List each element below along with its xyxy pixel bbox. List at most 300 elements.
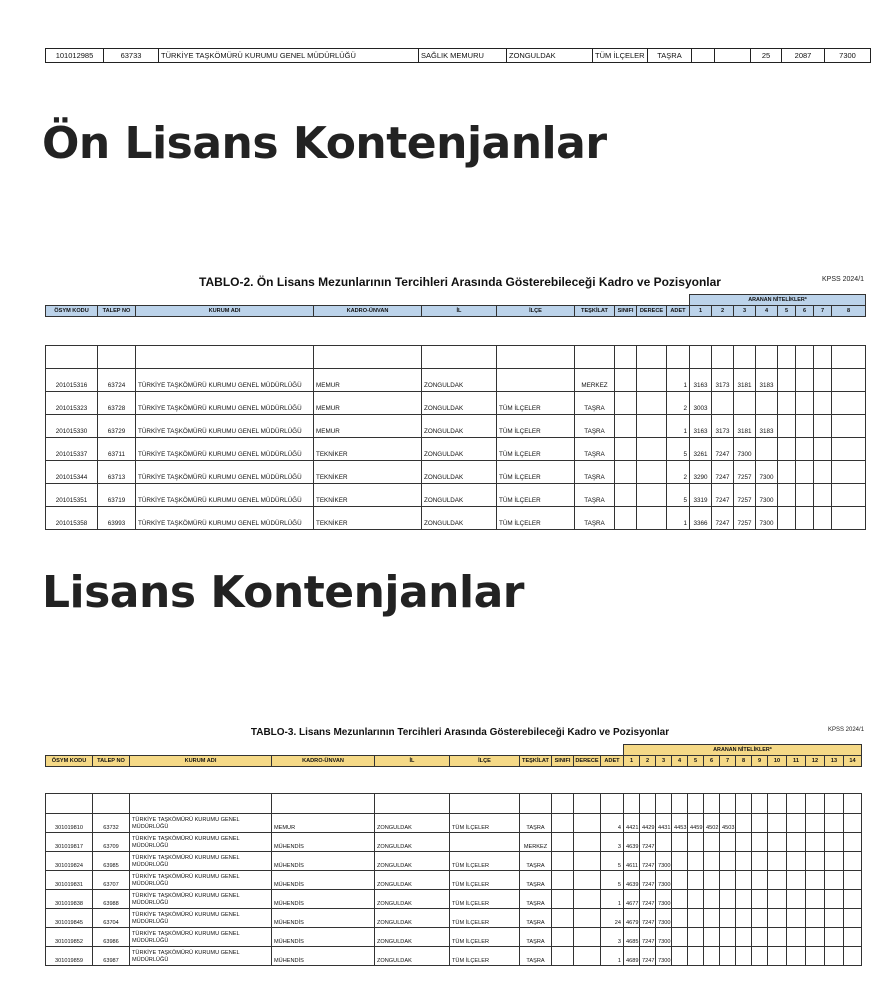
table-cell: 63986 bbox=[93, 928, 130, 947]
table-cell: TÜRKİYE TAŞKÖMÜRÜ KURUMU GENEL MÜDÜRLÜĞÜ bbox=[130, 890, 272, 909]
table-cell: TEKNİKER bbox=[314, 484, 422, 507]
table-cell: 3290 bbox=[690, 461, 712, 484]
table-cell: TAŞRA bbox=[575, 415, 615, 438]
table-cell bbox=[450, 833, 520, 852]
table-cell bbox=[832, 461, 866, 484]
table-cell: ZONGULDAK bbox=[422, 392, 497, 415]
table-cell: TEKNİKER bbox=[314, 461, 422, 484]
table-cell: ZONGULDAK bbox=[375, 852, 450, 871]
table-cell: TAŞRA bbox=[520, 814, 552, 833]
table-cell bbox=[778, 461, 796, 484]
table-cell bbox=[736, 909, 752, 928]
table-cell bbox=[615, 392, 637, 415]
table-cell bbox=[778, 438, 796, 461]
col-header: TALEP NO bbox=[93, 756, 130, 767]
cell: 25 bbox=[751, 49, 782, 63]
table-cell bbox=[768, 814, 787, 833]
table-cell: 7300 bbox=[656, 852, 672, 871]
table-cell: 7300 bbox=[756, 507, 778, 530]
table-cell bbox=[574, 871, 601, 890]
table-cell: 7300 bbox=[756, 484, 778, 507]
table-cell: ZONGULDAK bbox=[375, 871, 450, 890]
table-cell: 3 bbox=[601, 928, 624, 947]
table-cell bbox=[806, 871, 825, 890]
table-cell bbox=[832, 507, 866, 530]
table-cell bbox=[704, 928, 720, 947]
table-cell bbox=[736, 852, 752, 871]
table-cell bbox=[825, 814, 844, 833]
table-cell bbox=[814, 507, 832, 530]
table-cell: TÜRKİYE TAŞKÖMÜRÜ KURUMU GENEL MÜDÜRLÜĞÜ bbox=[130, 833, 272, 852]
table-cell bbox=[844, 852, 862, 871]
table-cell bbox=[825, 890, 844, 909]
table-cell: 1 bbox=[601, 947, 624, 966]
table-cell bbox=[688, 852, 704, 871]
col-header: İLÇE bbox=[497, 306, 575, 317]
table-cell bbox=[574, 947, 601, 966]
table-cell bbox=[768, 928, 787, 947]
table-row bbox=[46, 484, 866, 507]
table-cell: 2 bbox=[667, 392, 690, 415]
table-cell bbox=[688, 947, 704, 966]
table-cell: 3319 bbox=[690, 484, 712, 507]
table-cell bbox=[768, 909, 787, 928]
col-header: 6 bbox=[796, 306, 814, 317]
table3-header bbox=[45, 744, 862, 767]
table-cell: 4679 bbox=[624, 909, 640, 928]
table-cell: 63713 bbox=[98, 461, 136, 484]
table-cell bbox=[752, 814, 768, 833]
table-cell: 301019838 bbox=[46, 890, 93, 909]
table-cell bbox=[844, 890, 862, 909]
table-cell bbox=[787, 947, 806, 966]
table-cell: TÜM İLÇELER bbox=[497, 461, 575, 484]
table-cell: TÜM İLÇELER bbox=[450, 852, 520, 871]
table-cell bbox=[552, 890, 574, 909]
table3-group-header: ARANAN NİTELİKLER* bbox=[624, 745, 862, 756]
col-header: SINIFI bbox=[552, 756, 574, 767]
table-cell bbox=[844, 833, 862, 852]
table-cell bbox=[778, 369, 796, 392]
table-cell bbox=[704, 947, 720, 966]
table-cell: 1 bbox=[667, 507, 690, 530]
col-header: 8 bbox=[736, 756, 752, 767]
table-cell: 301019845 bbox=[46, 909, 93, 928]
table-cell: ZONGULDAK bbox=[375, 947, 450, 966]
table-cell: TÜRKİYE TAŞKÖMÜRÜ KURUMU GENEL MÜDÜRLÜĞÜ bbox=[130, 928, 272, 947]
table3-body bbox=[45, 793, 862, 966]
table-cell: TÜM İLÇELER bbox=[497, 415, 575, 438]
table-row bbox=[46, 928, 862, 947]
table-cell: 5 bbox=[601, 871, 624, 890]
table-cell bbox=[704, 852, 720, 871]
table-cell bbox=[736, 928, 752, 947]
table-cell bbox=[672, 833, 688, 852]
table-cell: 3181 bbox=[734, 415, 756, 438]
table-cell: 301019824 bbox=[46, 852, 93, 871]
table-cell bbox=[552, 909, 574, 928]
table-cell bbox=[778, 507, 796, 530]
table-cell: 7247 bbox=[640, 947, 656, 966]
table-cell bbox=[637, 415, 667, 438]
table-cell: MERKEZ bbox=[575, 369, 615, 392]
table-cell: TÜM İLÇELER bbox=[450, 947, 520, 966]
table-cell: TEKNİKER bbox=[314, 507, 422, 530]
table-cell: 7300 bbox=[756, 461, 778, 484]
table-cell: 1 bbox=[601, 890, 624, 909]
table-cell bbox=[574, 890, 601, 909]
table-cell: 63704 bbox=[93, 909, 130, 928]
table-cell bbox=[656, 833, 672, 852]
table-cell: 7247 bbox=[712, 484, 734, 507]
table-cell bbox=[832, 415, 866, 438]
table-cell: TÜM İLÇELER bbox=[497, 392, 575, 415]
table-cell: 3183 bbox=[756, 415, 778, 438]
table-cell: 63728 bbox=[98, 392, 136, 415]
table-row bbox=[46, 438, 866, 461]
table-cell: 7247 bbox=[640, 871, 656, 890]
table-cell bbox=[814, 415, 832, 438]
table-cell: TÜM İLÇELER bbox=[450, 871, 520, 890]
table-cell bbox=[720, 833, 736, 852]
table-cell bbox=[752, 852, 768, 871]
table-cell: 201015337 bbox=[46, 438, 98, 461]
table-cell: 7257 bbox=[734, 507, 756, 530]
table-cell bbox=[752, 947, 768, 966]
col-header: 1 bbox=[690, 306, 712, 317]
cell: 7300 bbox=[825, 49, 871, 63]
table-cell bbox=[688, 928, 704, 947]
table-cell bbox=[844, 814, 862, 833]
table-cell bbox=[672, 871, 688, 890]
table-row bbox=[46, 461, 866, 484]
table-cell: 3181 bbox=[734, 369, 756, 392]
table-row bbox=[46, 947, 862, 966]
table-cell bbox=[637, 507, 667, 530]
col-header: SINIFI bbox=[615, 306, 637, 317]
table-cell bbox=[752, 909, 768, 928]
table-cell bbox=[704, 871, 720, 890]
table-cell bbox=[752, 871, 768, 890]
table-cell bbox=[778, 484, 796, 507]
table-cell bbox=[552, 928, 574, 947]
table-cell bbox=[720, 909, 736, 928]
table-cell: 3003 bbox=[690, 392, 712, 415]
table-cell: 63988 bbox=[93, 890, 130, 909]
table-cell: 5 bbox=[667, 484, 690, 507]
table-cell: 7300 bbox=[656, 890, 672, 909]
table-cell: 7247 bbox=[640, 833, 656, 852]
table-cell bbox=[796, 438, 814, 461]
table-cell bbox=[688, 890, 704, 909]
col-header: İL bbox=[422, 306, 497, 317]
table-cell: 301019810 bbox=[46, 814, 93, 833]
table-cell: 7300 bbox=[734, 438, 756, 461]
table-cell bbox=[768, 852, 787, 871]
table-cell bbox=[688, 871, 704, 890]
table-cell: 1 bbox=[667, 369, 690, 392]
table-cell bbox=[832, 484, 866, 507]
table-cell: TÜRKİYE TAŞKÖMÜRÜ KURUMU GENEL MÜDÜRLÜĞÜ bbox=[130, 814, 272, 833]
table-cell: TÜM İLÇELER bbox=[450, 928, 520, 947]
col-header: 14 bbox=[844, 756, 862, 767]
table-cell bbox=[778, 415, 796, 438]
table-cell: 7247 bbox=[712, 461, 734, 484]
table-cell: 7300 bbox=[656, 928, 672, 947]
table-cell: TAŞRA bbox=[520, 852, 552, 871]
table-cell bbox=[615, 415, 637, 438]
table2-kpss-label: KPSS 2024/1 bbox=[822, 276, 865, 283]
table3-title: TABLO-3. Lisans Mezunlarının Tercihleri Arasında Gösterebileceği Kadro ve Pozisyonlar bbox=[250, 727, 670, 738]
table-cell: 5 bbox=[667, 438, 690, 461]
table-cell: TÜRKİYE TAŞKÖMÜRÜ KURUMU GENEL MÜDÜRLÜĞÜ bbox=[136, 415, 314, 438]
table-cell bbox=[637, 461, 667, 484]
table-cell: 7300 bbox=[656, 947, 672, 966]
table-cell bbox=[796, 507, 814, 530]
table-cell: 7257 bbox=[734, 461, 756, 484]
table-cell: 4431 bbox=[656, 814, 672, 833]
table-cell: TAŞRA bbox=[520, 947, 552, 966]
table-cell: TEKNİKER bbox=[314, 438, 422, 461]
table-cell: 3173 bbox=[712, 415, 734, 438]
table-cell: TÜRKİYE TAŞKÖMÜRÜ KURUMU GENEL MÜDÜRLÜĞÜ bbox=[136, 438, 314, 461]
cell: TAŞRA bbox=[648, 49, 692, 63]
table-cell: TAŞRA bbox=[575, 392, 615, 415]
table-cell bbox=[825, 852, 844, 871]
table-row bbox=[46, 852, 862, 871]
table-cell bbox=[768, 871, 787, 890]
table-cell: 3 bbox=[601, 833, 624, 852]
table-cell bbox=[832, 438, 866, 461]
table-cell bbox=[552, 947, 574, 966]
table-cell: MÜHENDİS bbox=[272, 871, 375, 890]
table-cell: 63711 bbox=[98, 438, 136, 461]
col-header: 4 bbox=[672, 756, 688, 767]
table-cell bbox=[768, 833, 787, 852]
table-cell: 7247 bbox=[712, 438, 734, 461]
table-cell bbox=[736, 871, 752, 890]
table-row bbox=[46, 909, 862, 928]
col-header: 4 bbox=[756, 306, 778, 317]
table-cell: 63993 bbox=[98, 507, 136, 530]
table-cell bbox=[768, 947, 787, 966]
table-cell: 63707 bbox=[93, 871, 130, 890]
table-cell: TÜM İLÇELER bbox=[450, 814, 520, 833]
table-cell: ZONGULDAK bbox=[422, 415, 497, 438]
table-cell bbox=[720, 852, 736, 871]
col-header: ÖSYM KODU bbox=[46, 306, 98, 317]
table-cell bbox=[688, 909, 704, 928]
table-cell bbox=[704, 909, 720, 928]
col-header: 13 bbox=[825, 756, 844, 767]
table-cell bbox=[806, 928, 825, 947]
table-cell bbox=[806, 890, 825, 909]
col-header: TEŞKİLAT bbox=[575, 306, 615, 317]
table-cell bbox=[720, 890, 736, 909]
table-cell: ZONGULDAK bbox=[422, 507, 497, 530]
table-row bbox=[46, 833, 862, 852]
table-cell bbox=[825, 909, 844, 928]
table-cell bbox=[712, 392, 734, 415]
table-cell bbox=[720, 928, 736, 947]
table-cell bbox=[787, 814, 806, 833]
col-header: DERECE bbox=[574, 756, 601, 767]
col-header: 8 bbox=[832, 306, 866, 317]
table-cell bbox=[844, 947, 862, 966]
table2-group-header: ARANAN NİTELİKLER* bbox=[690, 295, 866, 306]
table-cell bbox=[637, 392, 667, 415]
col-header: 7 bbox=[814, 306, 832, 317]
table-cell bbox=[637, 484, 667, 507]
table-cell bbox=[615, 438, 637, 461]
table-cell: 3173 bbox=[712, 369, 734, 392]
table-cell bbox=[574, 833, 601, 852]
col-header: 11 bbox=[787, 756, 806, 767]
table-cell: TÜRKİYE TAŞKÖMÜRÜ KURUMU GENEL MÜDÜRLÜĞÜ bbox=[136, 461, 314, 484]
table-cell bbox=[814, 461, 832, 484]
table-row bbox=[46, 392, 866, 415]
col-header: İLÇE bbox=[450, 756, 520, 767]
table-cell: 7247 bbox=[640, 909, 656, 928]
col-header: 12 bbox=[806, 756, 825, 767]
table-cell: MEMUR bbox=[314, 369, 422, 392]
table-cell bbox=[752, 833, 768, 852]
table-cell: 3163 bbox=[690, 369, 712, 392]
table-row bbox=[46, 507, 866, 530]
table-cell: TÜRKİYE TAŞKÖMÜRÜ KURUMU GENEL MÜDÜRLÜĞÜ bbox=[136, 507, 314, 530]
cell: 2087 bbox=[782, 49, 825, 63]
table-cell bbox=[615, 369, 637, 392]
table-cell: TÜM İLÇELER bbox=[450, 909, 520, 928]
table-cell bbox=[736, 833, 752, 852]
table-cell bbox=[806, 852, 825, 871]
table-cell bbox=[787, 871, 806, 890]
table-cell: TÜRKİYE TAŞKÖMÜRÜ KURUMU GENEL MÜDÜRLÜĞÜ bbox=[136, 484, 314, 507]
table-cell bbox=[672, 928, 688, 947]
table-cell: 201015330 bbox=[46, 415, 98, 438]
table-cell: 4503 bbox=[720, 814, 736, 833]
table-cell: 4685 bbox=[624, 928, 640, 947]
table-cell: 4677 bbox=[624, 890, 640, 909]
table-cell bbox=[688, 833, 704, 852]
table-cell bbox=[806, 833, 825, 852]
table-cell bbox=[672, 852, 688, 871]
cell bbox=[692, 49, 715, 63]
table-cell: 3261 bbox=[690, 438, 712, 461]
table-cell: ZONGULDAK bbox=[375, 814, 450, 833]
table-cell: 301019852 bbox=[46, 928, 93, 947]
table-cell: TÜRKİYE TAŞKÖMÜRÜ KURUMU GENEL MÜDÜRLÜĞÜ bbox=[136, 392, 314, 415]
table-cell bbox=[736, 890, 752, 909]
table-cell: TAŞRA bbox=[575, 438, 615, 461]
table-cell: 63732 bbox=[93, 814, 130, 833]
table-cell bbox=[796, 484, 814, 507]
table-row bbox=[46, 871, 862, 890]
table-cell bbox=[825, 833, 844, 852]
cell: TÜRKİYE TAŞKÖMÜRÜ KURUMU GENEL MÜDÜRLÜĞÜ bbox=[159, 49, 419, 63]
table-cell bbox=[787, 890, 806, 909]
table-cell bbox=[832, 369, 866, 392]
table-cell: TAŞRA bbox=[575, 484, 615, 507]
table-cell bbox=[825, 871, 844, 890]
table-cell: TÜRKİYE TAŞKÖMÜRÜ KURUMU GENEL MÜDÜRLÜĞÜ bbox=[130, 871, 272, 890]
table-cell: ZONGULDAK bbox=[422, 369, 497, 392]
table-cell bbox=[752, 928, 768, 947]
top-table-row bbox=[45, 48, 871, 63]
col-header: KADRO-ÜNVAN bbox=[314, 306, 422, 317]
table-cell: TÜM İLÇELER bbox=[497, 484, 575, 507]
col-header: 9 bbox=[752, 756, 768, 767]
cell: ZONGULDAK bbox=[507, 49, 593, 63]
table-cell: 4611 bbox=[624, 852, 640, 871]
table-cell: 63719 bbox=[98, 484, 136, 507]
col-header: DERECE bbox=[637, 306, 667, 317]
table-cell: TÜM İLÇELER bbox=[450, 890, 520, 909]
table-cell: 7247 bbox=[640, 890, 656, 909]
table-cell: 301019817 bbox=[46, 833, 93, 852]
table-cell: 24 bbox=[601, 909, 624, 928]
col-header: 5 bbox=[688, 756, 704, 767]
table-cell: MÜHENDİS bbox=[272, 852, 375, 871]
table-cell bbox=[574, 909, 601, 928]
col-header: 6 bbox=[704, 756, 720, 767]
table-cell: 63985 bbox=[93, 852, 130, 871]
table-cell: 2 bbox=[667, 461, 690, 484]
table-cell bbox=[720, 871, 736, 890]
table-cell: ZONGULDAK bbox=[375, 833, 450, 852]
table-cell bbox=[672, 947, 688, 966]
table-cell: 7300 bbox=[656, 909, 672, 928]
table-cell bbox=[844, 928, 862, 947]
table-cell: TÜRKİYE TAŞKÖMÜRÜ KURUMU GENEL MÜDÜRLÜĞÜ bbox=[136, 369, 314, 392]
table-cell: 7247 bbox=[712, 507, 734, 530]
table-cell: MÜHENDİS bbox=[272, 909, 375, 928]
section-heading-lisans: Lisans Kontenjanlar bbox=[42, 567, 524, 618]
table-cell bbox=[806, 814, 825, 833]
table-cell bbox=[787, 928, 806, 947]
table-cell bbox=[574, 814, 601, 833]
table-cell: ZONGULDAK bbox=[375, 890, 450, 909]
table-cell bbox=[672, 909, 688, 928]
table-cell bbox=[736, 947, 752, 966]
table3-kpss-label: KPSS 2024/1 bbox=[828, 727, 865, 733]
col-header: ADET bbox=[601, 756, 624, 767]
table-cell: TÜRKİYE TAŞKÖMÜRÜ KURUMU GENEL MÜDÜRLÜĞÜ bbox=[130, 947, 272, 966]
table-cell: MEMUR bbox=[272, 814, 375, 833]
table-cell: MEMUR bbox=[314, 415, 422, 438]
cell: 63733 bbox=[104, 49, 159, 63]
col-header: 3 bbox=[734, 306, 756, 317]
table-row bbox=[46, 814, 862, 833]
table-cell bbox=[497, 369, 575, 392]
table-cell bbox=[787, 833, 806, 852]
table-cell: ZONGULDAK bbox=[422, 438, 497, 461]
table-cell bbox=[825, 928, 844, 947]
table-cell: ZONGULDAK bbox=[422, 484, 497, 507]
col-header: TALEP NO bbox=[98, 306, 136, 317]
table-cell bbox=[814, 392, 832, 415]
table-cell: ZONGULDAK bbox=[422, 461, 497, 484]
table-cell: MÜHENDİS bbox=[272, 890, 375, 909]
table-cell: ZONGULDAK bbox=[375, 928, 450, 947]
table-cell bbox=[825, 947, 844, 966]
table-cell bbox=[574, 928, 601, 947]
table-cell: MÜHENDİS bbox=[272, 928, 375, 947]
table-cell bbox=[832, 392, 866, 415]
table-cell: 7257 bbox=[734, 484, 756, 507]
table-cell: 1 bbox=[667, 415, 690, 438]
cell: TÜM İLÇELER bbox=[593, 49, 648, 63]
